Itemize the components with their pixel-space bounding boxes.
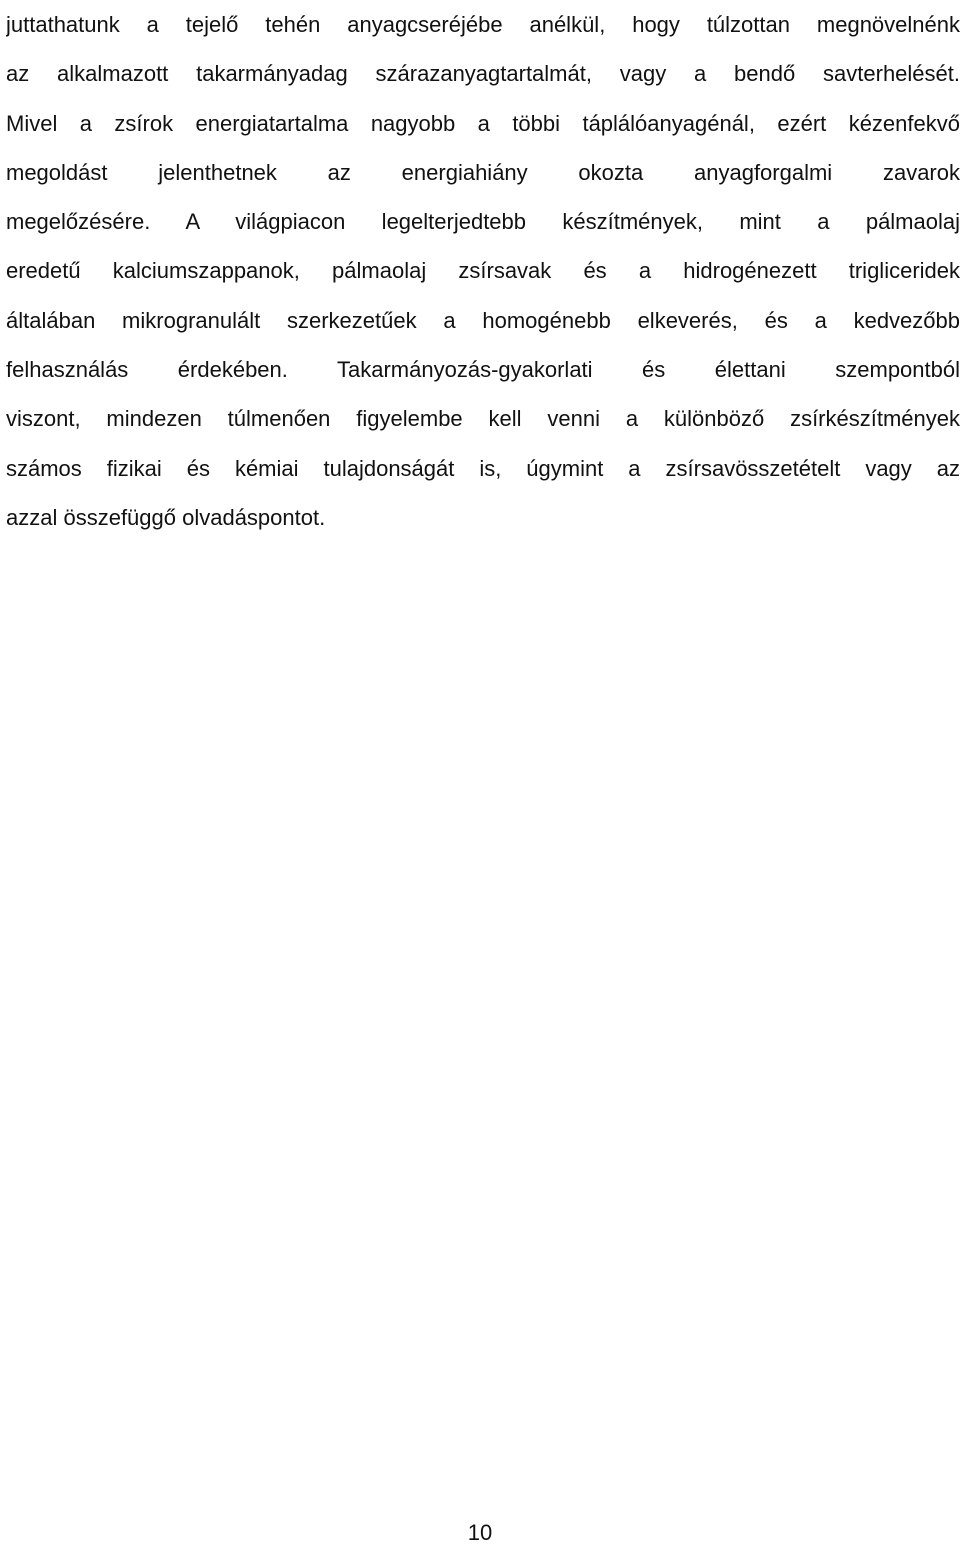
text-line: viszont, mindezen túlmenően figyelembe kell venni a különböző zsírkészítmények <box>6 406 960 432</box>
text-line: juttathatunk a tejelő tehén anyagcseréjébe anélkül, hogy túlzottan megnövelnénk <box>6 12 960 37</box>
text-line: általában mikrogranulált szerkezetűek a homogénebb elkeverés, és a kedvezőbb <box>6 307 960 333</box>
text-line: felhasználás érdekében. Takarmányozás-gyakorlati és élettani szempontból <box>6 357 960 383</box>
text-line: eredetű kalciumszappanok, pálmaolaj zsírsavak és a hidrogénezett trigliceridek <box>6 258 960 284</box>
page-number: 10 <box>467 1520 493 1545</box>
text-line: az alkalmazott takarmányadag szárazanyagtartalmát, vagy a bendő savterhelését. <box>6 61 960 87</box>
body-paragraph <box>6 0 960 542</box>
text-line: számos fizikai és kémiai tulajdonságát is, úgymint a zsírsavösszetételt vagy az <box>6 455 960 481</box>
text-line: azzal összefüggő olvadáspontot. <box>6 504 326 530</box>
text-line: Mivel a zsírok energiatartalma nagyobb a többi táplálóanyagénál, ezért kézenfekvő <box>6 110 960 136</box>
text-line: megoldást jelenthetnek az energiahiány okozta anyagforgalmi zavarok <box>6 159 960 185</box>
text-line: megelőzésére. A világpiacon legelterjedtebb készítmények, mint a pálmaolaj <box>6 209 960 235</box>
